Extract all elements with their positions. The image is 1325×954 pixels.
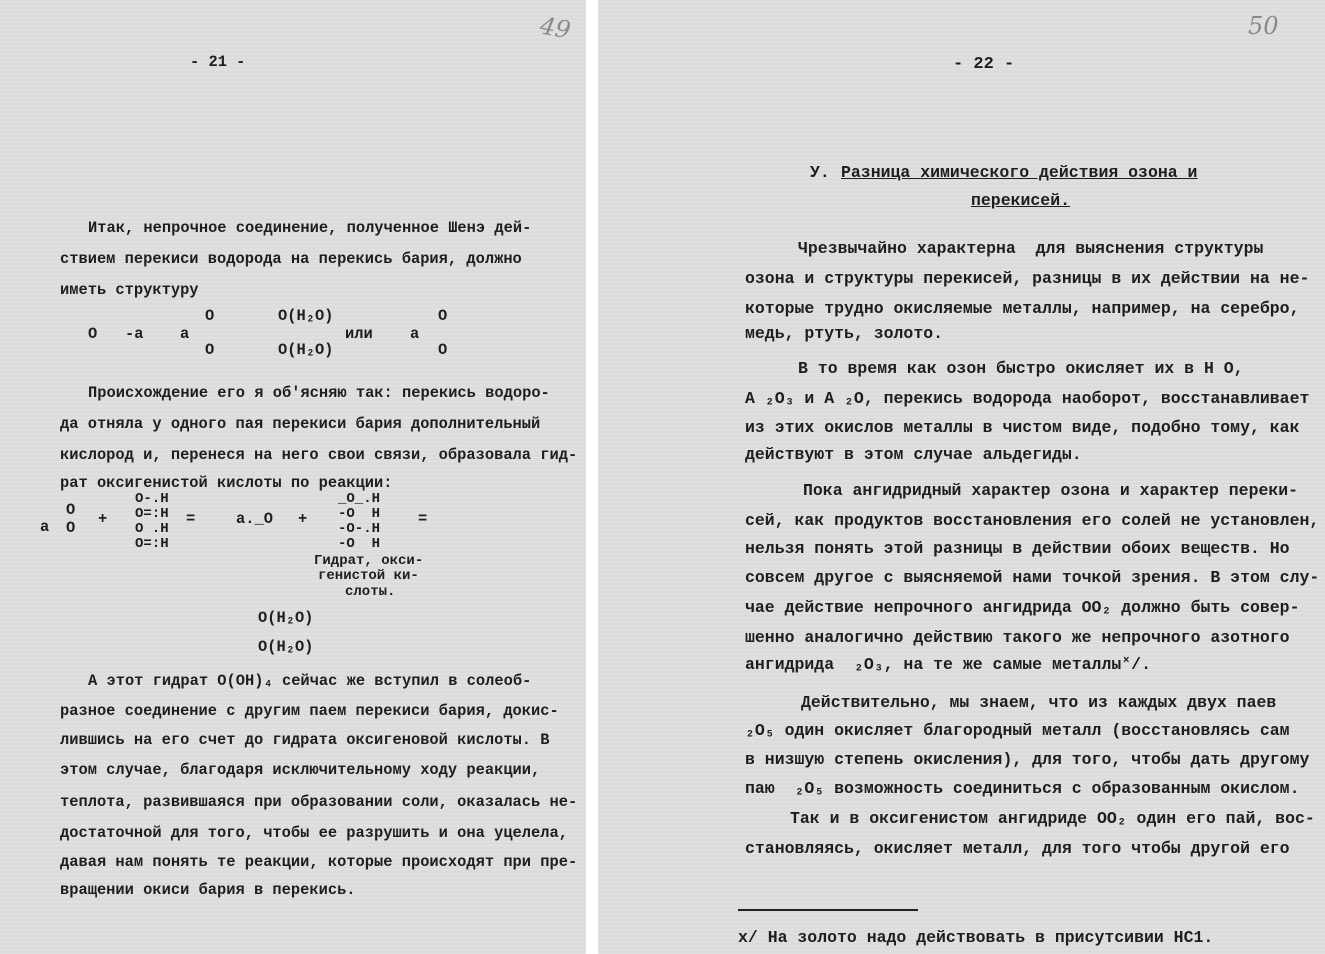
formula-part: О [438, 307, 448, 325]
formula-part: -О Н [338, 506, 381, 522]
reaction-caption: генистой ки- [318, 568, 419, 584]
formula-part: а [410, 325, 420, 343]
page-number: - 22 - [953, 55, 1015, 74]
text-line: озона и структуры перекисей, разницы в их действии на не- [745, 269, 1310, 288]
text-line: паю ₂О₅ возможность соединиться с образованным окислом. [745, 779, 1300, 798]
text-line: Чрезвычайно характерна для выяснения структуры [798, 239, 1264, 258]
formula-part: -О-.Н [338, 521, 381, 537]
text-line: иметь структуру [60, 281, 199, 299]
text-line: В то время как озон быстро окисляет их в Н О, [798, 359, 1244, 378]
reaction-caption: Гидрат, окси- [314, 553, 424, 569]
formula-part: О [205, 341, 215, 359]
formula-part: О-.Н [135, 491, 169, 507]
formula-part: _О_.Н [338, 491, 381, 507]
text-line: действуют в этом случае альдегиды. [745, 445, 1082, 464]
text-line: А этот гидрат О(ОН)₄ сейчас же вступил в солеоб- [88, 672, 532, 690]
formula-part: = [186, 510, 196, 528]
formula-part: О .Н [135, 521, 169, 537]
left-page [0, 0, 586, 954]
page-number: - 21 - [190, 53, 246, 71]
text-line: этом случае, благодаря исключительному ходу реакции, [60, 761, 541, 779]
formula-part: -О Н [338, 536, 381, 552]
formula-part: О(Н₂О) [278, 341, 334, 359]
text-line: которые трудно окисляемые металлы, например, на серебро, [745, 299, 1300, 318]
text-line: чае действие непрочного ангидрида ОО₂ должно быть совер- [745, 598, 1300, 617]
text-line: Действительно, мы знаем, что из каждых двух паев [801, 693, 1277, 712]
text-line: вращении окиси бария в перекись. [60, 881, 356, 899]
formula-part: + [98, 510, 108, 528]
text-line: лившись на его счет до гидрата оксигеновой кислоты. В [60, 731, 550, 749]
footnote-divider [738, 909, 918, 911]
archive-mark: 49 [537, 11, 573, 45]
reaction-caption: слоты. [345, 584, 396, 600]
text-line: Так и в оксигенистом ангидриде ОО₂ один его пай, вос- [790, 809, 1315, 828]
formula-part: О=:Н [135, 536, 169, 552]
formula-part: а._О [236, 510, 273, 528]
text-line: нельзя понять этой разницы в действии обоих веществ. Но [745, 539, 1290, 558]
formula-part: О [88, 325, 98, 343]
text-line: сей, как продуктов восстановления его солей не установлен, [745, 511, 1320, 530]
formula-part: О [66, 501, 76, 519]
formula-part: или [345, 325, 373, 343]
text-line: совсем другое с выясняемой нами точкой зрения. В этом слу- [745, 568, 1320, 587]
formula-part: О(Н₂О) [278, 307, 334, 325]
text-line: достаточной для того, чтобы ее разрушить и она уцелела, [60, 824, 568, 842]
formula-part: + [298, 510, 308, 528]
formula-part: О [205, 307, 215, 325]
formula-part: а [180, 325, 190, 343]
text-line: А ₂О₃ и А ₂О, перекись водорода наоборот, восстанавливает [745, 389, 1310, 408]
text-line: медь, ртуть, золото. [745, 324, 944, 343]
formula-part: О(Н₂О) [258, 638, 314, 656]
text-line: из этих окислов металлы в чистом виде, подобно тому, как [745, 418, 1300, 437]
text-line: Итак, непрочное соединение, полученное Шенэ дей- [88, 219, 532, 237]
right-page [598, 0, 1325, 954]
text-line: кислород и, перенеся на него свои связи, образовала гид- [60, 446, 578, 464]
text-line: Происхождение его я об'ясняю так: перекись водоро- [88, 384, 550, 402]
heading-line: Разница химического действия озона и [841, 163, 1198, 182]
text-line: ₂О₅ один окисляет благородный металл (восстановлясь сам [745, 721, 1290, 740]
text-line: становляясь, окисляет металл, для того чтобы другой его [745, 839, 1290, 858]
formula-part: О [66, 519, 76, 537]
text-line: ангидрида ₂О₃, на те же самые металлы˟/. [745, 655, 1151, 674]
formula-part: О [438, 341, 448, 359]
text-line: Пока ангидридный характер озона и характер переки- [803, 481, 1299, 500]
archive-mark: 50 [1248, 12, 1279, 40]
formula-part: О=:Н [135, 506, 169, 522]
heading-number: У. [810, 163, 830, 182]
text-line: разное соединение с другим паем перекиси бария, докис- [60, 702, 559, 720]
formula-part: а [40, 518, 50, 536]
formula-part: = [418, 510, 428, 528]
heading-line: перекисей. [971, 191, 1071, 210]
text-line: рат оксигенистой кислоты по реакции: [60, 474, 393, 492]
footnote: x/ На золото надо действовать в присутсивии НС1. [738, 928, 1214, 947]
text-line: теплота, развившаяся при образовании соли, оказалась не- [60, 793, 578, 811]
text-line: давая нам понять те реакции, которые происходят при пре- [60, 853, 578, 871]
formula-part: О(Н₂О) [258, 609, 314, 627]
text-line: шенно аналогично действию такого же непрочного азотного [745, 628, 1290, 647]
text-line: ствием перекиси водорода на перекись бария, должно [60, 250, 522, 268]
text-line: в низшую степень окисления), для того, чтобы дать другому [745, 750, 1310, 769]
text-line: да отняла у одного пая перекиси бария дополнительный [60, 415, 541, 433]
formula-part: -а [125, 325, 144, 343]
